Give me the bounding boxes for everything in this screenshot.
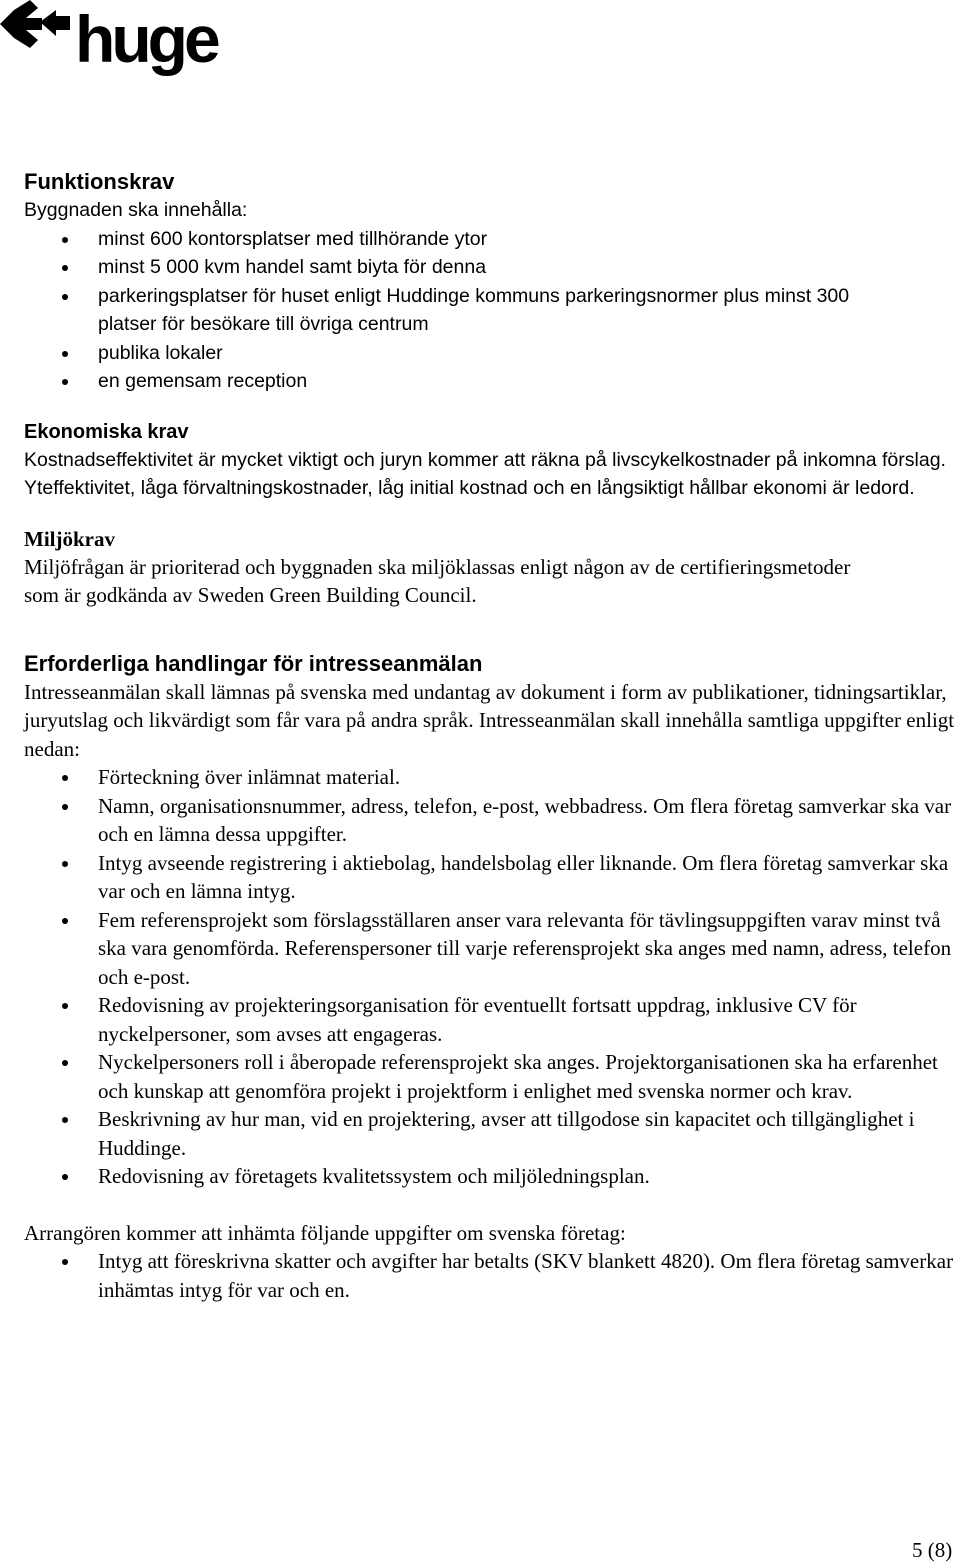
list-item: [24, 1162, 960, 1191]
list-item-text: en gemensam reception: [98, 370, 308, 392]
section-title-ekonomiska: Ekonomiska krav: [24, 420, 189, 443]
bullet-icon: [62, 775, 68, 781]
funktionskrav-intro: Byggnaden ska innehålla:: [24, 199, 248, 221]
handlingar-list: [24, 763, 960, 1191]
huge-logo: [0, 0, 220, 80]
list-item: [24, 253, 960, 282]
list-item: [24, 367, 960, 396]
bullet-icon: [62, 861, 68, 867]
bullet-icon: [62, 1174, 68, 1180]
bullet-icon: [62, 918, 68, 924]
handlingar-outro-list: [24, 1247, 960, 1304]
bullet-icon: [62, 1060, 68, 1066]
list-item-text: Intyg att föreskrivna skatter och avgifter har betalts (SKV blankett 4820). Om flera företag samverkar inhämtas intyg för var och en.: [98, 1249, 954, 1302]
funktionskrav-list: [24, 225, 960, 396]
bullet-icon: [62, 265, 68, 271]
bullet-icon: [62, 1117, 68, 1123]
list-item: [24, 792, 960, 849]
bullet-icon: [62, 1259, 68, 1265]
logo-mark-icon: [0, 0, 70, 48]
section-title-funktionskrav: Funktionskrav: [24, 169, 175, 194]
list-item: [24, 225, 960, 254]
document-body: [24, 168, 960, 1304]
list-item-text: Intyg avseende registrering i aktiebolag, handelsbolag eller liknande. Om flera företag samverkar ska var och en lämna intyg.: [98, 850, 949, 903]
section-title-miljo: Miljökrav: [24, 526, 115, 551]
list-item: [24, 339, 960, 368]
list-item: [24, 1105, 960, 1162]
page-number: 5 (8): [912, 1538, 953, 1562]
list-item-text: parkeringsplatser för huset enligt Huddinge kommuns parkeringsnormer plus minst 300 platser för besökare till övriga centrum: [98, 284, 850, 335]
list-item: [24, 849, 960, 906]
list-item: [24, 991, 960, 1048]
list-item-text: Redovisning av företagets kvalitetssystem och miljöledningsplan.: [98, 1164, 650, 1188]
handlingar-intro: Intresseanmälan skall lämnas på svenska med undantag av dokument i form av publikationer, tidningsartiklar, juryutslag och likvärdigt som får vara på andra språk. Intresseanmälan skall innehålla samtliga uppgifter enligt nedan:: [24, 679, 955, 761]
list-item-text: minst 600 kontorsplatser med tillhörande ytor: [98, 227, 488, 250]
bullet-icon: [62, 351, 68, 357]
list-item-text: Namn, organisationsnummer, adress, telefon, e-post, webbadress. Om flera företag samverkar ska var och en lämna dessa uppgifter.: [98, 793, 952, 846]
list-item: [24, 1048, 960, 1105]
bullet-icon: [62, 237, 68, 243]
bullet-icon: [62, 379, 68, 385]
list-item-text: Redovisning av projekteringsorganisation för eventuellt fortsatt uppdrag, inklusive CV för nyckelpersoner, som avses att engageras.: [98, 993, 857, 1046]
list-item-text: Fem referensprojekt som förslagsställaren anser vara relevanta för tävlingsuppgiften varav minst två ska vara genomförda. Referenspersoner till varje referensprojekt ska anges med namn, adress, telefon och e-post.: [98, 907, 952, 989]
list-item: [24, 763, 960, 792]
list-item: [24, 1247, 960, 1304]
list-item-text: Beskrivning av hur man, vid en projektering, avser att tillgodose sin kapacitet och tillgänglighet i Huddinge.: [98, 1107, 915, 1160]
logo-text: huge: [75, 2, 217, 76]
section-title-handlingar: Erforderliga handlingar för intresseanmälan: [24, 650, 483, 676]
list-item-text: Nyckelpersoners roll i åberopade referensprojekt ska anges. Projektorganisationen ska ha erfarenhet och kunskap att genomföra projekt i projektform i enlighet med svenska normer och krav.: [98, 1050, 938, 1103]
list-item: [24, 906, 960, 992]
miljo-text: Miljöfrågan är prioriterad och byggnaden ska miljöklassas enligt någon av de certifieringsmetoder som är godkända av Sweden Green Building Council.: [24, 554, 851, 607]
list-item-text: minst 5 000 kvm handel samt biyta för denna: [98, 256, 487, 278]
bullet-icon: [62, 804, 68, 810]
list-item-text: Förteckning över inlämnat material.: [98, 765, 401, 789]
ekonomiska-text: Kostnadseffektivitet är mycket viktigt och juryn kommer att räkna på livscykelkostnader på inkomna förslag. Yteffektivitet, låga förvaltningskostnader, låg initial kostnad och en långsiktigt hållbar ekonomi är ledord.: [24, 448, 946, 499]
bullet-icon: [62, 1003, 68, 1009]
bullet-icon: [62, 294, 68, 300]
list-item-text: publika lokaler: [98, 341, 223, 364]
list-item: [24, 282, 960, 339]
handlingar-outro: Arrangören kommer att inhämta följande uppgifter om svenska företag:: [24, 1220, 626, 1245]
